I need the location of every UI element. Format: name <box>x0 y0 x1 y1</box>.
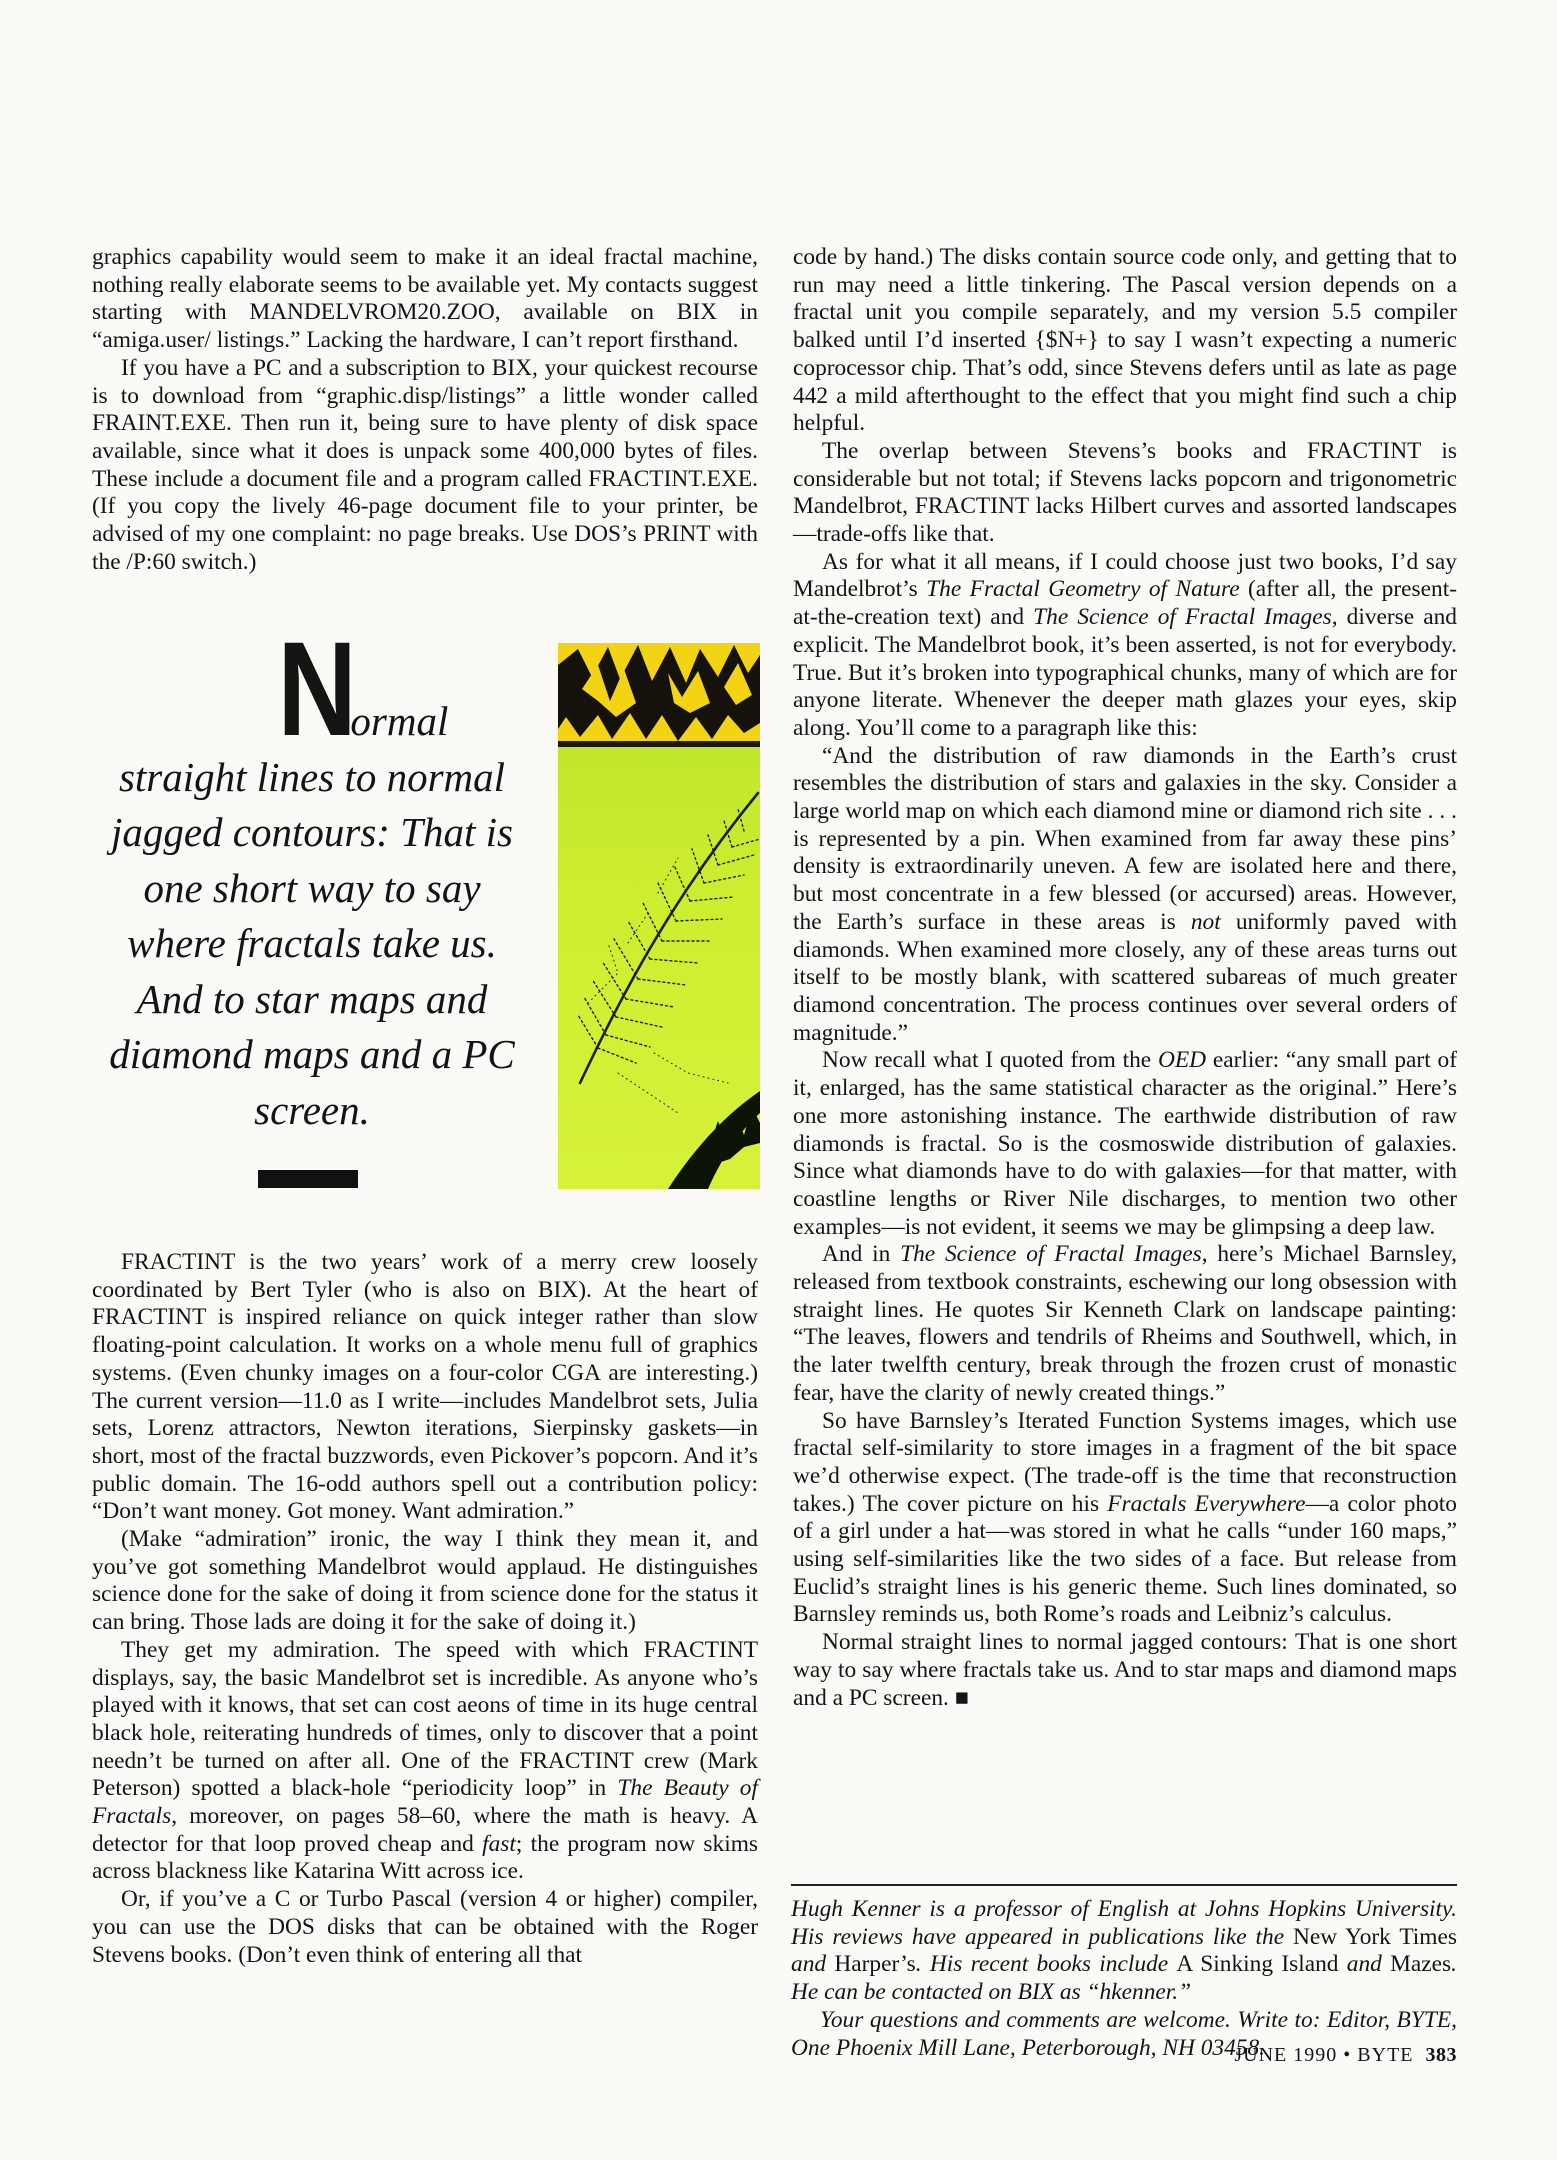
pull-quote-text: straight lines to normal jagged contours: That is one short way to say where fractals take us. And to star maps and diamond maps and a PC screen. <box>109 753 515 1133</box>
paragraph: (Make “admiration” ironic, the way I think they mean it, and you’ve got something Mandelbrot would applaud. He distinguishes science done for the sake of doing it from science done for the status it can bring. Those lads are doing it for the sake of doing it.) <box>92 1526 758 1636</box>
text-run: They get my admiration. The speed with which FRACTINT displays, say, the basic Mandelbrot set is incredible. As anyone who’s played with it knows, that set can cost aeons of time in its huge central black hole, reiterating hundreds of times, only to discover that a point needn’t be turned on after all. One of the FRACTINT crew (Mark Peterson) spotted a black-hole “periodicity loop” in <box>92 1636 758 1802</box>
end-mark: ■ <box>954 1684 969 1711</box>
article-column-left-bottom <box>92 1249 758 1969</box>
paragraph: code by hand.) The disks contain source code only, and getting that to run may need a little tinkering. The Pascal version depends on a fractal unit you compile separately, and my version 5.5 compiler balked until I’d inserted {$N+} to say I wasn’t expecting a numeric coprocessor chip. That’s odd, since Stevens defers until as late as page 442 a mild afterthought to the effect that you might find such a chip helpful. <box>793 244 1457 437</box>
paragraph: FRACTINT is the two years’ work of a merry crew loosely coordinated by Bert Tyler (who is also on BIX). At the heart of FRACTINT is inspired reliance on quick integer rather than slow floating-point calculation. It works on a whole menu full of graphics systems. (Even chunky images on a four-color CGA are interesting.) The current version—11.0 as I write—includes Mandelbrot sets, Julia sets, Lorenz attractors, Newton iterations, Sierpinsky gaskets—in short, most of the fractal buzzwords, even Pickover’s popcorn. And it’s public domain. The 16-odd authors spell out a contribution policy: “Don’t want money. Got money. Want admiration.” <box>92 1249 758 1525</box>
text-run: (after all, the present-at-the-creation text) and <box>793 576 1457 631</box>
publication-name: New York Times <box>1292 1923 1457 1950</box>
page-number: 383 <box>1425 2044 1457 2066</box>
text-run: earlier: “any small part of it, enlarged, has the same statistical character as the original.” Here’s one more astonishing instance. The earthwide distribution of raw diamonds is fractal. So is the cosmoswide distribution of galaxies. Since what diamonds have to do with galaxies—for that matter, with coastline lengths or River Nile discharges, to mention two other examples—is not evident, it seems we may be glimpsing a deep law. <box>793 1047 1457 1240</box>
emphasis: fast <box>482 1830 516 1857</box>
paragraph <box>793 1047 1457 1241</box>
pull-quote-rule <box>258 1170 358 1188</box>
page-footer <box>1180 2044 1457 2067</box>
pull-quote <box>92 615 532 1138</box>
book-title: Mazes <box>1390 1951 1452 1978</box>
book-title: The Beauty of Fractals <box>92 1775 759 1830</box>
paragraph: The overlap between Stevens’s books and FRACTINT is considerable but not total; if Stevens lacks popcorn and trigonometric Mandelbrot, FRACTINT lacks Hilbert curves and assorted landscapes—trade-offs like that. <box>793 437 1457 548</box>
bio-text: and <box>791 1951 835 1978</box>
book-title: The Science of Fractal Images <box>1033 604 1332 631</box>
text-run: Now recall what I quoted from the <box>822 1047 1158 1074</box>
paragraph <box>793 549 1457 743</box>
book-title: The Fractal Geometry of Nature <box>926 576 1240 603</box>
text-run: , here’s Michael Barnsley, released from textbook constraints, eschewing our long obsession with straight lines. He quotes Sir Kenneth Clark on landscape painting: “The leaves, flowers and tendrils of Rheims and Southwell, which, in the later twelfth century, break through the frozen crust of monastic fear, have the clarity of newly created things.” <box>793 1241 1457 1406</box>
bio-text: . He can be contacted on BIX as “hkenner.” <box>791 1951 1458 2006</box>
zigzag-band <box>558 643 760 747</box>
pull-quote-first-word: ormal <box>350 698 449 744</box>
quoted-paragraph <box>793 743 1457 1048</box>
bio-paragraph <box>791 1896 1457 2007</box>
text-run: And in <box>822 1241 901 1268</box>
book-title: A Sinking Island <box>1176 1951 1339 1978</box>
fern-fractal-illustration <box>558 643 760 1189</box>
bio-text: . His recent books include <box>915 1951 1177 1978</box>
text-run: So have Barnsley’s Iterated Function Systems images, which use fractal self-similarity to store images in a fragment of the bit space we’d otherwise expect. (The trade-off is the time that reconstruction takes.) The cover picture on his <box>793 1407 1457 1517</box>
pull-quote-first-line <box>176 615 532 764</box>
emphasis: not <box>1190 908 1221 935</box>
publication-name: Harper’s <box>834 1951 916 1978</box>
paragraph: Or, if you’ve a C or Turbo Pascal (version 4 or higher) compiler, you can use the DOS disks that can be obtained with the Roger Stevens books. (Don’t even think of entering all that <box>92 1886 758 1968</box>
paragraph <box>793 1408 1457 1630</box>
contact-note: Your questions and comments are welcome. Write to: Editor, BYTE, One Phoenix Mill Lane, Peterborough, NH 03458. <box>791 2006 1457 2061</box>
text-run: As for what it all means, if I could choose just two books, I’d say Mandelbrot’s <box>793 548 1457 603</box>
text-run: uniformly paved with diamonds. When examined more closely, any of these areas turns out itself to be mostly blank, with scattered subareas of much greater diamond concentration. The process continues over several orders of magnitude.” <box>793 908 1457 1046</box>
author-bio <box>791 1896 1457 2062</box>
text-run: “And the distribution of raw diamonds in the Earth’s crust resembles the distribution of stars and galaxies in the sky. Consider a large world map on which each diamond mine or diamond rich site . . . is represented by a pin. When examined from far away these pins’ density is extraordinarily uneven. A few are isolated here and there, but most concentrate in a few blessed (or accursed) areas. However, the Earth’s surface in these areas is <box>793 742 1457 935</box>
paragraph <box>793 1629 1457 1712</box>
article-column-left-top <box>92 244 758 576</box>
paragraph: graphics capability would seem to make it an ideal fractal machine, nothing really elaborate seems to be available yet. My contacts suggest starting with MANDELVROM20.ZOO, available on BIX in “amiga.user/ listings.” Lacking the hardware, I can’t report firsthand. <box>92 244 758 354</box>
paragraph: If you have a PC and a subscription to BIX, your quickest recourse is to download from “graphic.disp/listings” a little wonder called FRAINT.EXE. Then run it, being sure to have plenty of disk space available, since what it does is unpack some 400,000 bytes of files. These include a document file and a program called FRACTINT.EXE. (If you copy the lively 46-page document file to your printer, be advised of my one complaint: no page breaks. Use DOS’s PRINT with the /P:60 switch.) <box>92 354 758 575</box>
book-title: The Science of Fractal Images <box>900 1241 1202 1268</box>
bio-text: Hugh Kenner is a professor of English at Johns Hopkins University. His reviews have appeared in publications like the <box>791 1896 1457 1950</box>
paragraph <box>793 1241 1457 1407</box>
text-run: —a color photo of a girl under a hat—was stored in what he calls “under 160 maps,” using self-similarities like the two sides of a face. But release from Euclid’s straight lines is his generic theme. Such lines dominated, so Barnsley reminds us, both Rome’s roads and Leibniz’s calculus. <box>793 1490 1457 1628</box>
bio-text: and <box>1338 1951 1391 1978</box>
drop-cap: N <box>277 615 357 764</box>
text-run: ; the program now skims across blackness like Katarina Witt across ice. <box>92 1830 758 1885</box>
text-run: , diverse and explicit. The Mandelbrot book, it’s been asserted, is not for everybody. True. But it’s broken into typographical chunks, many of which are for anyone literate. Whenever the deeper math glazes your eyes, skip along. You’ll come to a paragraph like this: <box>793 604 1457 741</box>
book-title: Fractals Everywhere <box>1107 1490 1306 1517</box>
text-run: Normal straight lines to normal jagged contours: That is one short way to say where fractals take us. And to star maps and diamond maps and a PC screen. <box>793 1629 1457 1711</box>
text-run: , moreover, on pages 58–60, where the math is heavy. A detector for that loop proved cheap and <box>92 1803 758 1857</box>
bio-divider <box>791 1884 1457 1886</box>
paragraph <box>92 1637 758 1886</box>
article-column-right <box>793 244 1457 1712</box>
book-title: OED <box>1158 1047 1207 1074</box>
issue-label: JUNE 1990 • BYTE <box>1234 2044 1414 2066</box>
